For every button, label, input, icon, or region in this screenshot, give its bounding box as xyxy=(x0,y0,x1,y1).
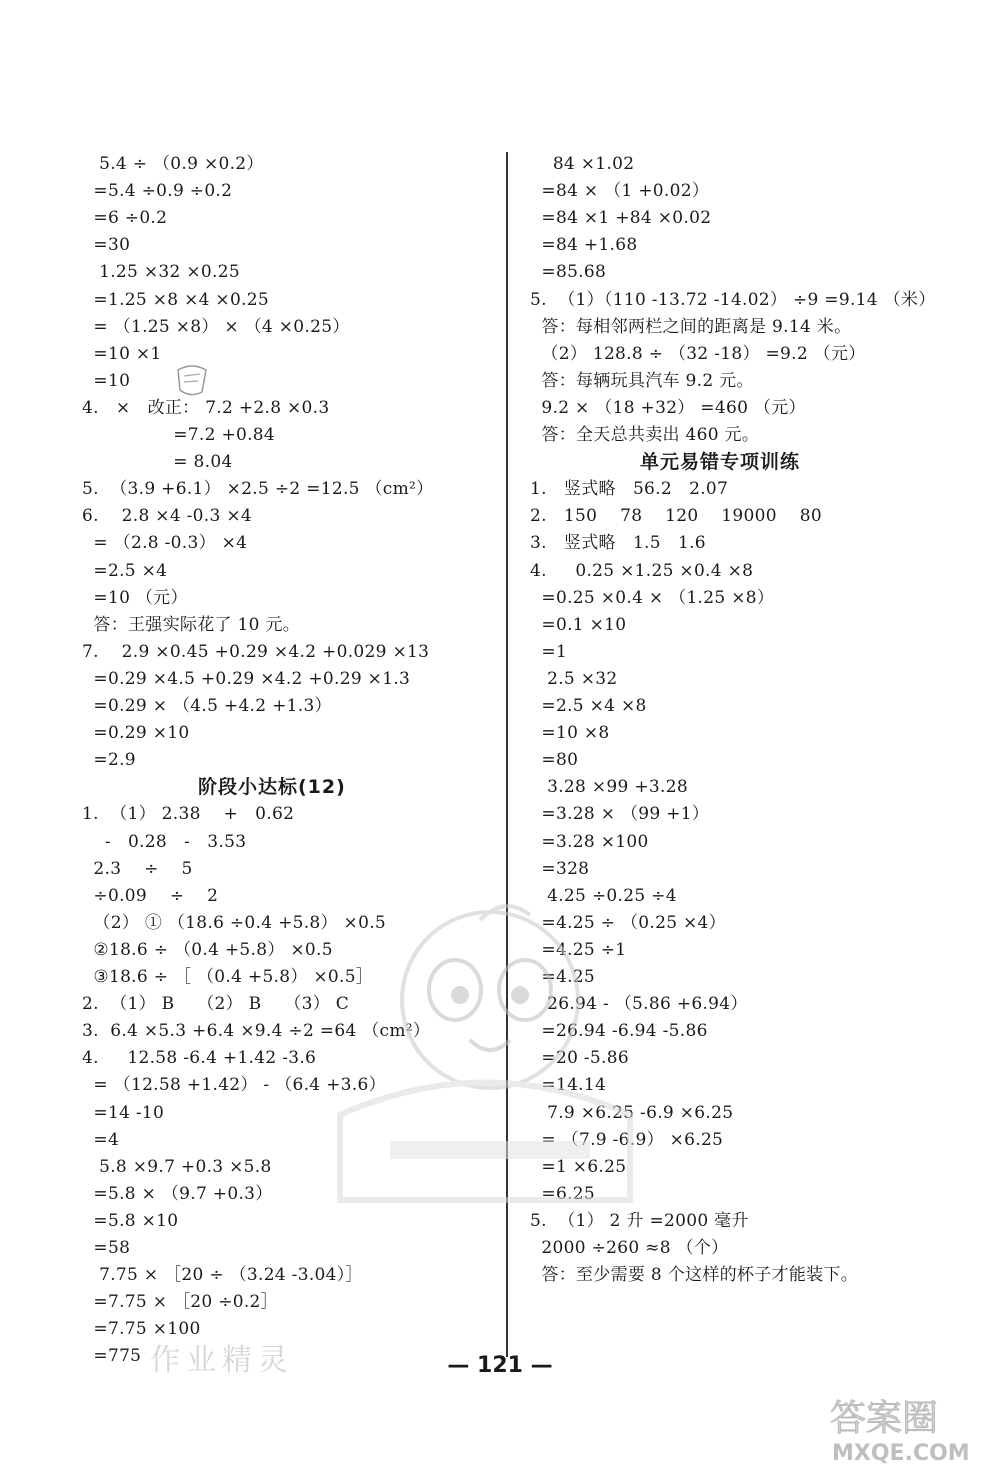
left-answer-line: =775 xyxy=(82,1346,142,1367)
left-answer-line: =7.75 × ［20 ÷0.2］ xyxy=(82,1292,278,1313)
left-answer-line: 1. （1） 2.38 + 0.62 xyxy=(82,804,295,825)
right-answer-line: 84 ×1.02 xyxy=(530,154,635,174)
right-answer-line: 2000 ÷260 ≈8 （个） xyxy=(530,1238,729,1258)
left-answer-line: =5.8 ×10 xyxy=(82,1210,179,1231)
left-answer-line: =6 ÷0.2 xyxy=(82,208,168,229)
left-section-heading: 阶段小达标(12) xyxy=(198,776,346,799)
right-answer-line: 26.94 - （5.86 +6.94） xyxy=(530,994,748,1015)
right-answer-line: =80 xyxy=(530,750,579,771)
left-answer-line: =2.5 ×4 xyxy=(82,560,168,581)
left-answer-line: 7. 2.9 ×0.45 +0.29 ×4.2 +0.029 ×13 xyxy=(82,641,430,662)
left-answer-line: =58 xyxy=(82,1238,131,1258)
left-answer-line: = （2.8 -0.3） ×4 xyxy=(82,533,248,554)
left-answer-line: 2. （1） B （2） B （3） C xyxy=(82,994,350,1015)
right-answer-line: 答：至少需要 8 个这样的杯子才能装下。 xyxy=(530,1265,859,1286)
right-answer-line: 9.2 × （18 +32） =460 （元） xyxy=(530,397,806,418)
right-answer-line: =84 × （1 +0.02） xyxy=(530,181,710,202)
right-answer-line: =4.25 ÷ （0.25 ×4） xyxy=(530,912,726,933)
right-answer-line: =85.68 xyxy=(530,262,607,283)
left-answer-line: 5.4 ÷ （0.9 ×0.2） xyxy=(82,154,264,174)
right-answer-line: =1 xyxy=(530,641,568,662)
left-answer-line: 5.8 ×9.7 +0.3 ×5.8 xyxy=(82,1156,272,1177)
left-answer-line: 答：王强实际花了 10 元。 xyxy=(82,614,301,635)
left-answer-line: = （12.58 +1.42） - （6.4 +3.6） xyxy=(82,1075,386,1096)
right-answer-line: 3.28 ×99 +3.28 xyxy=(530,777,688,798)
right-answer-line: =84 +1.68 xyxy=(530,235,638,256)
left-answer-line: 6. 2.8 ×4 -0.3 ×4 xyxy=(82,506,252,527)
right-answer-line: =328 xyxy=(530,858,590,879)
watermark-logo-text: 答案圈 xyxy=(830,1398,939,1439)
right-answer-line: 答：每相邻两栏之间的距离是 9.14 米。 xyxy=(530,316,852,337)
left-answer-line: 4. 12.58 -6.4 +1.42 -3.6 xyxy=(82,1048,317,1069)
left-answer-line: ÷0.09 ÷ 2 xyxy=(82,885,219,906)
left-answer-line: （2） ① （18.6 ÷0.4 +5.8） ×0.5 xyxy=(82,912,387,933)
left-answer-line: ②18.6 ÷ （0.4 +5.8） ×0.5 xyxy=(82,939,333,960)
left-answer-line: 5. （3.9 +6.1） ×2.5 ÷2 =12.5 （cm²） xyxy=(82,479,434,500)
page-number: — 121 — xyxy=(447,1353,553,1378)
right-answer-line: 2.5 ×32 xyxy=(530,668,618,689)
right-answer-line: （2） 128.8 ÷ （32 -18） =9.2 （元） xyxy=(530,343,866,364)
mascot-illustration xyxy=(330,900,640,1210)
right-answer-line: 1. 竖式略 56.2 2.07 xyxy=(530,479,729,500)
left-answer-line: =0.29 ×10 xyxy=(82,723,190,744)
right-answer-line: 4. 0.25 ×1.25 ×0.4 ×8 xyxy=(530,560,754,581)
right-answer-line: =4.25 xyxy=(530,967,596,987)
left-answer-line: =1.25 ×8 ×4 ×0.25 xyxy=(82,289,270,310)
left-answer-line: =0.29 ×4.5 +0.29 ×4.2 +0.29 ×1.3 xyxy=(82,668,411,689)
watermark-text: 作业精灵 xyxy=(150,1343,294,1378)
right-answer-line: = （7.9 -6.9） ×6.25 xyxy=(530,1129,724,1150)
right-answer-line: 7.9 ×6.25 -6.9 ×6.25 xyxy=(530,1102,734,1123)
left-answer-line: =10 xyxy=(82,370,131,391)
left-answer-line: = （1.25 ×8） × （4 ×0.25） xyxy=(82,316,350,337)
right-answer-line: =20 -5.86 xyxy=(530,1048,629,1069)
left-answer-line: ③18.6 ÷ ［ （0.4 +5.8） ×0.5］ xyxy=(82,967,374,987)
right-answer-line: =14.14 xyxy=(530,1075,607,1096)
right-answer-line: =10 ×8 xyxy=(530,723,610,744)
right-answer-line: =3.28 × （99 +1） xyxy=(530,804,710,825)
right-answer-line: =4.25 ÷1 xyxy=(530,939,627,960)
left-answer-line: =4 xyxy=(82,1129,120,1150)
right-answer-line: 3. 竖式略 1.5 1.6 xyxy=(530,533,706,554)
left-answer-line: 4. × 改正： 7.2 +2.8 ×0.3 xyxy=(82,397,330,418)
left-answer-line: =5.8 × （9.7 +0.3） xyxy=(82,1183,273,1204)
right-answer-line: 2. 150 78 120 19000 80 xyxy=(530,506,822,527)
left-answer-line: =2.9 xyxy=(82,750,136,771)
right-answer-line: =6.25 xyxy=(530,1183,596,1204)
left-answer-line: = 8.04 xyxy=(82,452,233,473)
left-answer-line: 7.75 × ［20 ÷ （3.24 -3.04）］ xyxy=(82,1265,363,1286)
left-answer-line: =14 -10 xyxy=(82,1102,165,1123)
left-answer-line: =5.4 ÷0.9 ÷0.2 xyxy=(82,181,233,202)
left-answer-line: - 0.28 - 3.53 xyxy=(82,831,247,852)
right-answer-line: 4.25 ÷0.25 ÷4 xyxy=(530,885,677,906)
left-answer-line: 1.25 ×32 ×0.25 xyxy=(82,262,240,283)
watermark-logo xyxy=(820,1390,990,1466)
right-answer-line: =1 ×6.25 xyxy=(530,1156,627,1177)
right-answer-line: =26.94 -6.94 -5.86 xyxy=(530,1021,708,1042)
left-answer-line: 3. 6.4 ×5.3 +6.4 ×9.4 ÷2 =64 （cm²） xyxy=(82,1021,431,1042)
left-answer-line: =7.2 +0.84 xyxy=(82,425,276,445)
right-answer-line: =0.25 ×0.4 × （1.25 ×8） xyxy=(530,587,775,608)
left-answer-line: 2.3 ÷ 5 xyxy=(82,858,193,879)
right-answer-line: =3.28 ×100 xyxy=(530,831,649,852)
right-answer-line: 5. （1）（110 -13.72 -14.02） ÷9 =9.14 （米） xyxy=(530,289,936,310)
right-answer-line: =0.1 ×10 xyxy=(530,614,627,635)
right-section-heading: 单元易错专项训练 xyxy=(640,451,801,474)
right-answer-line: 5. （1） 2 升 =2000 毫升 xyxy=(530,1210,749,1231)
right-answer-line: 答：全天总共卖出 460 元。 xyxy=(530,425,760,445)
stamp-mark xyxy=(172,362,212,398)
left-answer-line: =10 （元） xyxy=(82,587,188,608)
left-answer-line: =10 ×1 xyxy=(82,343,162,364)
right-answer-line: 答：每辆玩具汽车 9.2 元。 xyxy=(530,370,754,391)
right-answer-line: =2.5 ×4 ×8 xyxy=(530,696,647,716)
right-answer-line: =84 ×1 +84 ×0.02 xyxy=(530,208,712,229)
left-answer-line: =7.75 ×100 xyxy=(82,1319,201,1340)
watermark-site: MXQE.COM xyxy=(832,1441,970,1466)
left-answer-line: =0.29 × （4.5 +4.2 +1.3） xyxy=(82,696,332,716)
left-answer-line: =30 xyxy=(82,235,131,256)
